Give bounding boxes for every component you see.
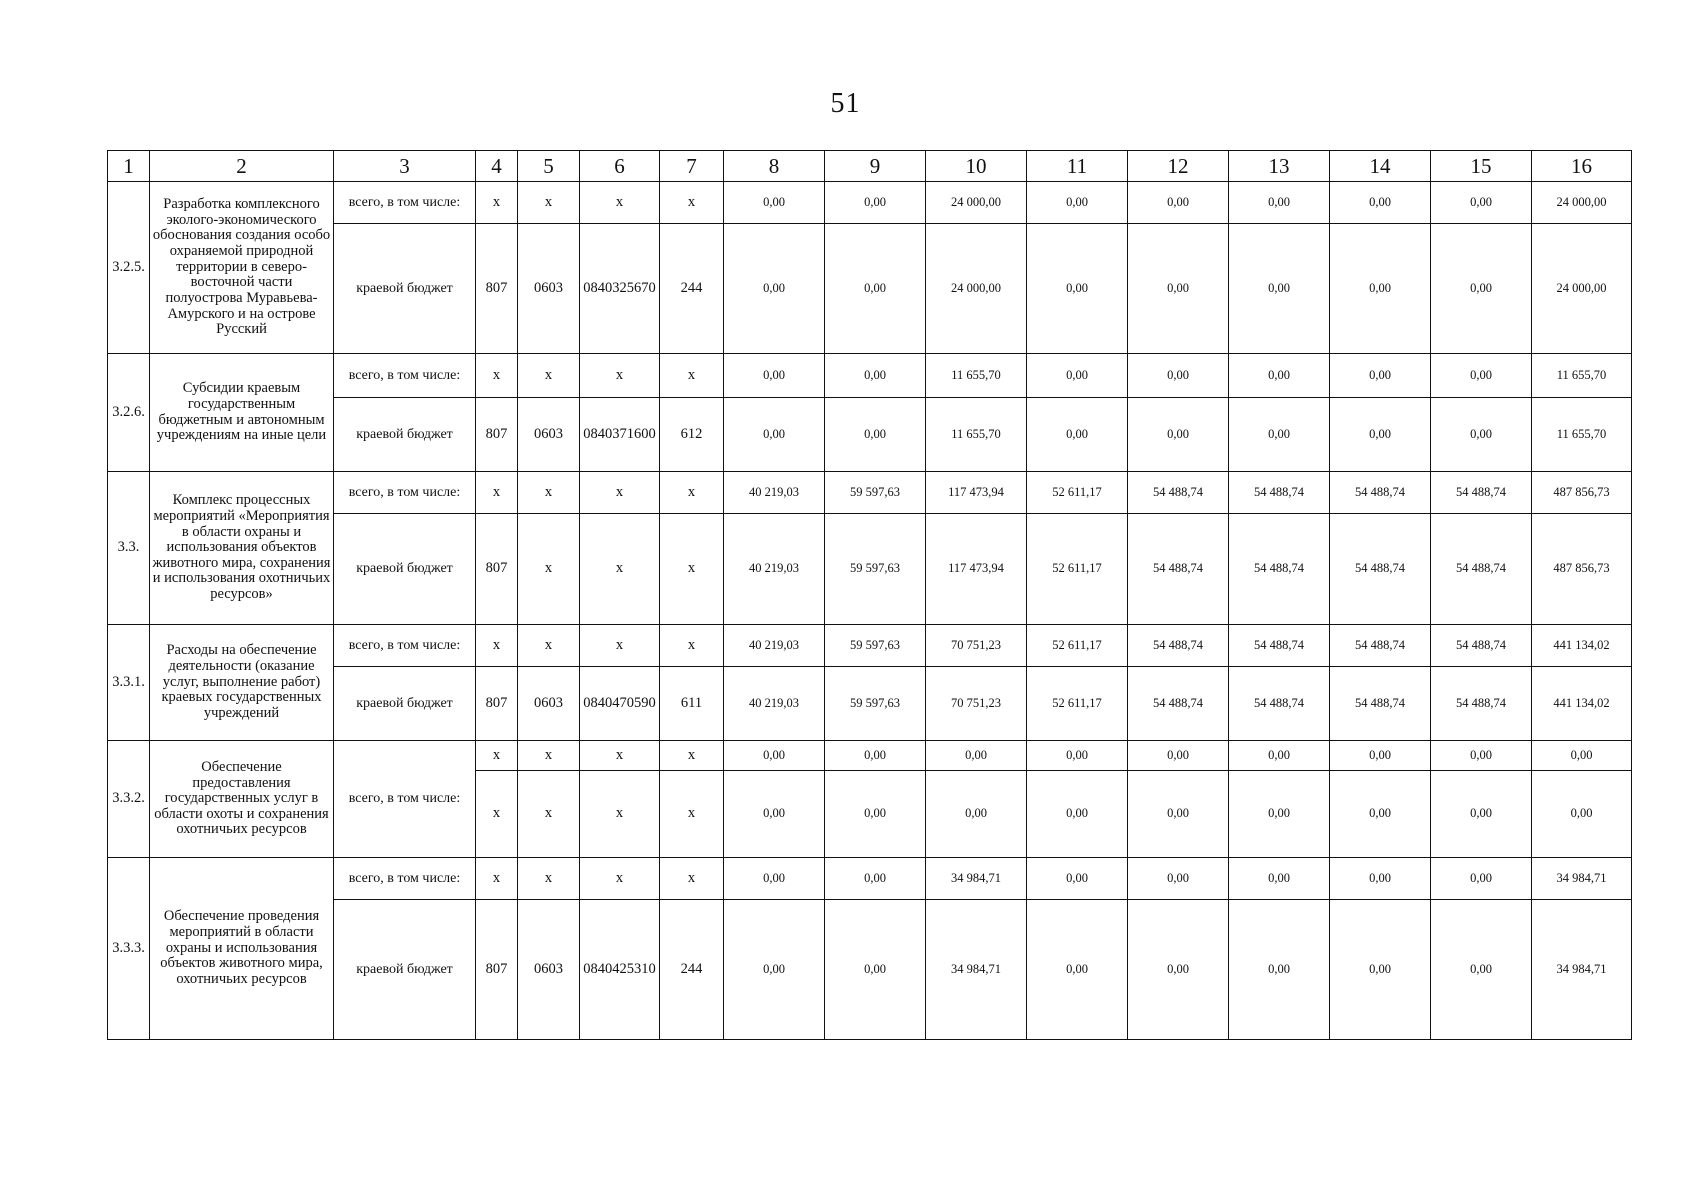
value-cell: 0,00	[825, 354, 926, 398]
value-cell: 0,00	[724, 398, 825, 472]
table-row	[108, 354, 1632, 398]
value-cell: 807	[476, 667, 518, 741]
value-cell: 11 655,70	[1532, 354, 1632, 398]
value-cell: 54 488,74	[1229, 625, 1330, 667]
value-cell: x	[660, 514, 724, 625]
value-cell: 441 134,02	[1532, 667, 1632, 741]
value-cell: 34 984,71	[926, 858, 1027, 900]
value-cell: x	[518, 858, 580, 900]
value-cell: 0,00	[724, 224, 825, 354]
value-cell: 54 488,74	[1431, 667, 1532, 741]
value-cell: x	[660, 182, 724, 224]
value-cell: x	[580, 625, 660, 667]
value-cell: 0,00	[825, 900, 926, 1040]
header-cell: 7	[660, 151, 724, 182]
value-cell: 0,00	[825, 741, 926, 771]
header-cell: 4	[476, 151, 518, 182]
value-cell: 54 488,74	[1431, 625, 1532, 667]
value-cell: 34 984,71	[1532, 858, 1632, 900]
page-number: 51	[830, 88, 861, 119]
source-cell: всего, в том числе:	[334, 182, 476, 224]
value-cell: 0,00	[1330, 771, 1431, 858]
header-cell: 8	[724, 151, 825, 182]
value-cell: 0,00	[724, 354, 825, 398]
value-cell: 59 597,63	[825, 514, 926, 625]
value-cell: x	[660, 771, 724, 858]
value-cell: 612	[660, 398, 724, 472]
value-cell: 0,00	[825, 182, 926, 224]
header-cell: 15	[1431, 151, 1532, 182]
header-cell: 6	[580, 151, 660, 182]
value-cell: x	[476, 472, 518, 514]
value-cell: 54 488,74	[1128, 667, 1229, 741]
value-cell: 40 219,03	[724, 625, 825, 667]
value-cell: 0,00	[724, 900, 825, 1040]
value-cell: 0,00	[724, 182, 825, 224]
table-row	[108, 398, 1632, 472]
item-name: Разработка комплексного эколого-экономического обоснования создания особо охраняемой природной территории в северо-восточной части полуострова Муравьева-Амурского и на острове Русский	[150, 182, 334, 354]
value-cell: 0,00	[1027, 398, 1128, 472]
value-cell: 54 488,74	[1128, 625, 1229, 667]
value-cell: 40 219,03	[724, 667, 825, 741]
value-cell: x	[518, 354, 580, 398]
value-cell: x	[476, 741, 518, 771]
value-cell: 0,00	[1330, 858, 1431, 900]
source-cell: краевой бюджет	[334, 514, 476, 625]
source-cell: всего, в том числе:	[334, 472, 476, 514]
table-row	[108, 858, 1632, 900]
value-cell: 0,00	[1027, 182, 1128, 224]
value-cell: x	[476, 354, 518, 398]
item-number: 3.2.6.	[108, 354, 150, 472]
value-cell: 0,00	[926, 771, 1027, 858]
value-cell: 117 473,94	[926, 472, 1027, 514]
value-cell: 0,00	[724, 741, 825, 771]
source-cell: всего, в том числе:	[334, 858, 476, 900]
value-cell: 54 488,74	[1229, 667, 1330, 741]
value-cell: x	[580, 741, 660, 771]
header-cell: 13	[1229, 151, 1330, 182]
value-cell: 0,00	[1229, 858, 1330, 900]
item-number: 3.3.2.	[108, 741, 150, 858]
value-cell: 0,00	[825, 771, 926, 858]
value-cell: 0,00	[1229, 900, 1330, 1040]
value-cell: 0,00	[1431, 858, 1532, 900]
value-cell: 0,00	[1128, 398, 1229, 472]
item-number: 3.3.1.	[108, 625, 150, 741]
value-cell: x	[476, 182, 518, 224]
table-row	[108, 224, 1632, 354]
header-cell: 1	[108, 151, 150, 182]
table-row	[108, 514, 1632, 625]
source-cell: краевой бюджет	[334, 224, 476, 354]
value-cell: 54 488,74	[1128, 472, 1229, 514]
value-cell: 0,00	[1128, 900, 1229, 1040]
value-cell: 52 611,17	[1027, 625, 1128, 667]
value-cell: x	[660, 858, 724, 900]
value-cell: 52 611,17	[1027, 472, 1128, 514]
value-cell: 0,00	[1330, 398, 1431, 472]
value-cell: 0,00	[1128, 741, 1229, 771]
value-cell: 0,00	[1330, 224, 1431, 354]
value-cell: 52 611,17	[1027, 667, 1128, 741]
value-cell: 24 000,00	[926, 182, 1027, 224]
value-cell: 807	[476, 224, 518, 354]
source-cell: всего, в том числе:	[334, 741, 476, 858]
value-cell: x	[476, 625, 518, 667]
header-cell: 3	[334, 151, 476, 182]
value-cell: x	[580, 771, 660, 858]
value-cell: x	[580, 354, 660, 398]
value-cell: 34 984,71	[926, 900, 1027, 1040]
value-cell: 0603	[518, 398, 580, 472]
value-cell: 40 219,03	[724, 514, 825, 625]
value-cell: x	[660, 472, 724, 514]
value-cell: 0,00	[1229, 354, 1330, 398]
value-cell: 0,00	[1027, 741, 1128, 771]
item-name: Комплекс процессных мероприятий «Мероприятия в области охраны и использования объектов животного мира, сохранения и использования охотничьих ресурсов»	[150, 472, 334, 625]
value-cell: 24 000,00	[926, 224, 1027, 354]
value-cell: 244	[660, 224, 724, 354]
value-cell: x	[476, 771, 518, 858]
value-cell: x	[518, 625, 580, 667]
value-cell: 0,00	[1229, 771, 1330, 858]
source-cell: краевой бюджет	[334, 900, 476, 1040]
value-cell: 11 655,70	[1532, 398, 1632, 472]
value-cell: 54 488,74	[1431, 514, 1532, 625]
item-name: Обеспечение предоставления государственных услуг в области охоты и сохранения охотничьих ресурсов	[150, 741, 334, 858]
value-cell: 0,00	[1431, 771, 1532, 858]
value-cell: 0,00	[1229, 224, 1330, 354]
value-cell: 0,00	[1229, 741, 1330, 771]
table-row	[108, 182, 1632, 224]
value-cell: 40 219,03	[724, 472, 825, 514]
value-cell: 59 597,63	[825, 472, 926, 514]
value-cell: 0,00	[1229, 182, 1330, 224]
value-cell: x	[518, 514, 580, 625]
value-cell: x	[580, 858, 660, 900]
value-cell: 0,00	[1532, 741, 1632, 771]
value-cell: 54 488,74	[1128, 514, 1229, 625]
source-cell: всего, в том числе:	[334, 625, 476, 667]
value-cell: 807	[476, 514, 518, 625]
value-cell: 52 611,17	[1027, 514, 1128, 625]
value-cell: 59 597,63	[825, 625, 926, 667]
header-cell: 12	[1128, 151, 1229, 182]
header-cell: 5	[518, 151, 580, 182]
value-cell: 11 655,70	[926, 354, 1027, 398]
value-cell: 487 856,73	[1532, 472, 1632, 514]
value-cell: 0603	[518, 667, 580, 741]
table-row	[108, 625, 1632, 667]
value-cell: 11 655,70	[926, 398, 1027, 472]
value-cell: 70 751,23	[926, 625, 1027, 667]
header-cell: 14	[1330, 151, 1431, 182]
value-cell: x	[580, 472, 660, 514]
item-name: Расходы на обеспечение деятельности (оказание услуг, выполнение работ) краевых государственных учреждений	[150, 625, 334, 741]
value-cell: 0603	[518, 900, 580, 1040]
value-cell: 0,00	[1128, 224, 1229, 354]
value-cell: 0,00	[1128, 354, 1229, 398]
value-cell: x	[660, 741, 724, 771]
value-cell: 0,00	[1431, 224, 1532, 354]
value-cell: 0,00	[1431, 354, 1532, 398]
value-cell: 54 488,74	[1330, 625, 1431, 667]
value-cell: 0840425310	[580, 900, 660, 1040]
value-cell: 441 134,02	[1532, 625, 1632, 667]
value-cell: x	[518, 182, 580, 224]
table-row	[108, 741, 1632, 771]
header-row	[108, 151, 1632, 182]
value-cell: x	[660, 354, 724, 398]
source-cell: краевой бюджет	[334, 398, 476, 472]
value-cell: 0,00	[1027, 224, 1128, 354]
value-cell: 807	[476, 398, 518, 472]
header-cell: 16	[1532, 151, 1632, 182]
value-cell: x	[518, 771, 580, 858]
header-cell: 2	[150, 151, 334, 182]
value-cell: 24 000,00	[1532, 182, 1632, 224]
budget-table	[107, 150, 1632, 1040]
value-cell: 0,00	[825, 858, 926, 900]
value-cell: 54 488,74	[1229, 514, 1330, 625]
value-cell: 0,00	[1431, 182, 1532, 224]
value-cell: 0,00	[1027, 771, 1128, 858]
value-cell: 117 473,94	[926, 514, 1027, 625]
item-number: 3.3.3.	[108, 858, 150, 1040]
value-cell: 0,00	[1128, 182, 1229, 224]
header-cell: 9	[825, 151, 926, 182]
item-number: 3.3.	[108, 472, 150, 625]
value-cell: 54 488,74	[1431, 472, 1532, 514]
value-cell: 0,00	[825, 224, 926, 354]
value-cell: 54 488,74	[1330, 667, 1431, 741]
value-cell: 54 488,74	[1330, 472, 1431, 514]
value-cell: 0,00	[1330, 900, 1431, 1040]
value-cell: 0,00	[1330, 182, 1431, 224]
value-cell: 34 984,71	[1532, 900, 1632, 1040]
value-cell: 0,00	[1431, 398, 1532, 472]
value-cell: 0,00	[1027, 900, 1128, 1040]
source-cell: всего, в том числе:	[334, 354, 476, 398]
value-cell: 0603	[518, 224, 580, 354]
value-cell: x	[476, 858, 518, 900]
value-cell: x	[660, 625, 724, 667]
value-cell: 0,00	[1128, 858, 1229, 900]
value-cell: 0,00	[1027, 858, 1128, 900]
value-cell: 0,00	[1431, 741, 1532, 771]
value-cell: 70 751,23	[926, 667, 1027, 741]
value-cell: 0,00	[825, 398, 926, 472]
value-cell: 54 488,74	[1229, 472, 1330, 514]
value-cell: 0,00	[1330, 741, 1431, 771]
value-cell: 244	[660, 900, 724, 1040]
header-cell: 10	[926, 151, 1027, 182]
table-row	[108, 472, 1632, 514]
value-cell: 0,00	[724, 771, 825, 858]
header-cell: 11	[1027, 151, 1128, 182]
value-cell: 0,00	[926, 741, 1027, 771]
value-cell: x	[580, 182, 660, 224]
value-cell: 0,00	[1532, 771, 1632, 858]
value-cell: 611	[660, 667, 724, 741]
value-cell: x	[518, 741, 580, 771]
value-cell: 0,00	[1027, 354, 1128, 398]
value-cell: x	[580, 514, 660, 625]
value-cell: 59 597,63	[825, 667, 926, 741]
value-cell: 24 000,00	[1532, 224, 1632, 354]
value-cell: x	[518, 472, 580, 514]
value-cell: 0,00	[1128, 771, 1229, 858]
value-cell: 0,00	[1229, 398, 1330, 472]
item-name: Обеспечение проведения мероприятий в области охраны и использования объектов животного мира, охотничьих ресурсов	[150, 858, 334, 1040]
source-cell: краевой бюджет	[334, 667, 476, 741]
value-cell: 807	[476, 900, 518, 1040]
value-cell: 487 856,73	[1532, 514, 1632, 625]
table-row	[108, 900, 1632, 1040]
item-number: 3.2.5.	[108, 182, 150, 354]
value-cell: 0840371600	[580, 398, 660, 472]
value-cell: 0,00	[1431, 900, 1532, 1040]
value-cell: 0,00	[1330, 354, 1431, 398]
item-name: Субсидии краевым государственным бюджетным и автономным учреждениям на иные цели	[150, 354, 334, 472]
value-cell: 0840470590	[580, 667, 660, 741]
value-cell: 54 488,74	[1330, 514, 1431, 625]
value-cell: 0,00	[724, 858, 825, 900]
value-cell: 0840325670	[580, 224, 660, 354]
table-row	[108, 667, 1632, 741]
